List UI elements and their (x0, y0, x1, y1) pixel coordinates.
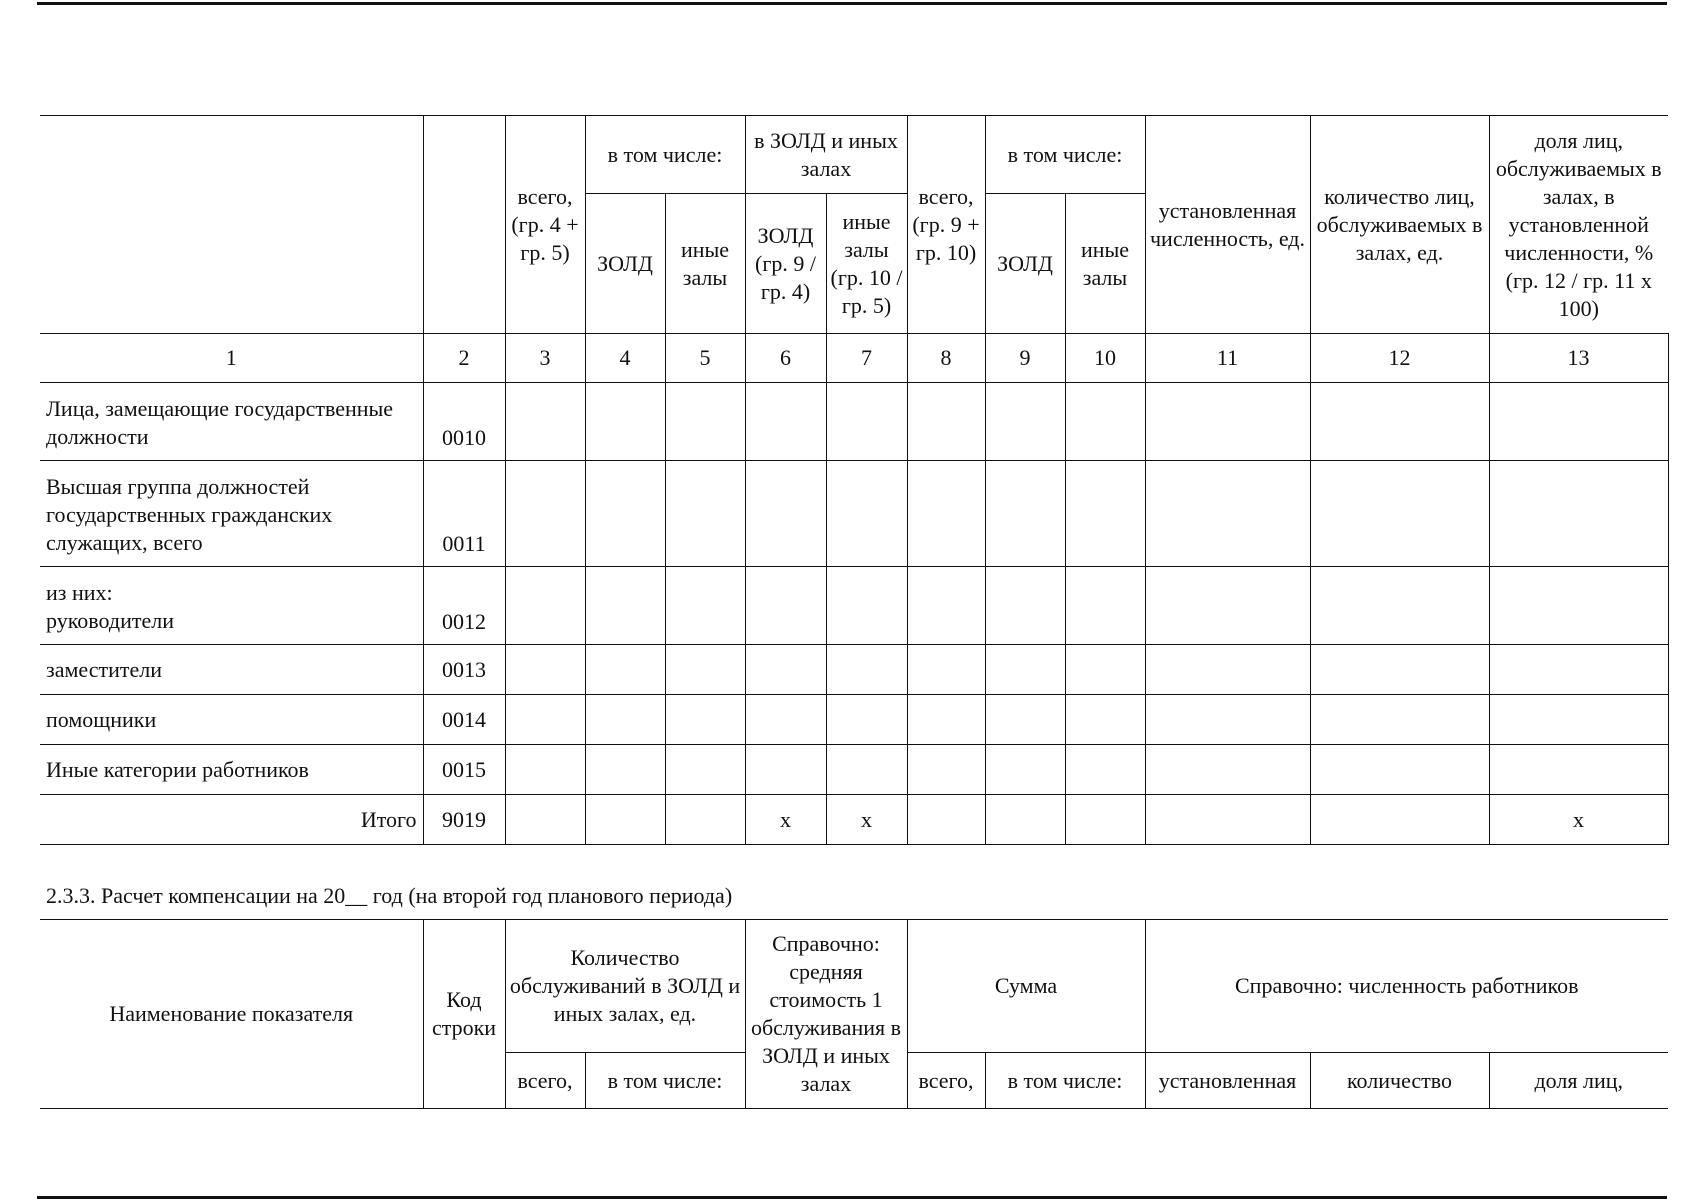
empty-cell[interactable] (1145, 695, 1310, 745)
row-name: помощники (40, 695, 423, 745)
header-inye-zaly-2: иные залы (1065, 194, 1145, 334)
header-name: Наименование показателя (40, 920, 423, 1109)
header-spravochno-chislennost: Справочно: численность работников (1145, 920, 1668, 1053)
column-number: 13 (1489, 334, 1668, 383)
header-inye-ratio: иные залы (гр. 10 / гр. 5) (826, 194, 907, 334)
empty-cell[interactable] (907, 461, 985, 567)
row-code: 0010 (423, 383, 505, 461)
row-code: 0012 (423, 567, 505, 645)
empty-cell[interactable] (1489, 461, 1668, 567)
empty-cell[interactable] (665, 645, 745, 695)
column-number: 11 (1145, 334, 1310, 383)
empty-cell[interactable] (907, 795, 985, 845)
header-ustanovlennaya: установленная (1145, 1053, 1310, 1109)
empty-cell[interactable] (745, 645, 826, 695)
empty-cell[interactable] (505, 645, 585, 695)
empty-cell[interactable] (1310, 567, 1489, 645)
page-top-rule (37, 2, 1667, 5)
empty-cell[interactable] (985, 567, 1065, 645)
header-v-tom-chisle-2: в том числе: (985, 116, 1145, 194)
empty-cell[interactable] (1145, 461, 1310, 567)
row-name: из них: руководители (40, 567, 423, 645)
empty-cell[interactable] (1065, 795, 1145, 845)
empty-cell[interactable] (907, 383, 985, 461)
empty-cell[interactable] (1489, 383, 1668, 461)
empty-cell[interactable] (1065, 567, 1145, 645)
header-ustanovlennaya: установленная численность, ед. (1145, 116, 1310, 334)
column-number: 6 (745, 334, 826, 383)
empty-cell[interactable] (1065, 383, 1145, 461)
empty-cell[interactable] (985, 383, 1065, 461)
header-summa: Сумма (907, 920, 1145, 1053)
column-number: 12 (1310, 334, 1489, 383)
column-number: 10 (1065, 334, 1145, 383)
header-zold-2: ЗОЛД (985, 194, 1065, 334)
empty-cell[interactable] (505, 461, 585, 567)
column-number: 8 (907, 334, 985, 383)
empty-cell[interactable] (1489, 745, 1668, 795)
empty-cell[interactable] (1065, 645, 1145, 695)
empty-cell[interactable] (826, 645, 907, 695)
empty-cell[interactable] (1310, 645, 1489, 695)
empty-cell[interactable] (665, 795, 745, 845)
row-code: 0015 (423, 745, 505, 795)
header-dolya: доля лиц, обслуживаемых в залах, в установленной численности, % (гр. 12 / гр. 11 x 100) (1489, 116, 1668, 334)
header-blank-name (40, 116, 423, 334)
empty-cell[interactable] (826, 745, 907, 795)
header-kolichestvo: количество лиц, обслуживаемых в залах, ед. (1310, 116, 1489, 334)
header-v-tom-chisle-1: в том числе: (585, 1053, 745, 1109)
staff-share-table (40, 115, 1669, 845)
empty-cell[interactable] (745, 695, 826, 745)
empty-cell[interactable] (745, 745, 826, 795)
empty-cell[interactable] (585, 795, 665, 845)
empty-cell[interactable] (985, 461, 1065, 567)
empty-cell[interactable] (1145, 745, 1310, 795)
empty-cell[interactable] (745, 567, 826, 645)
header-kolichestvo: количество (1310, 1053, 1489, 1109)
table-row (40, 567, 1668, 645)
empty-cell[interactable] (505, 795, 585, 845)
empty-cell[interactable] (585, 695, 665, 745)
empty-cell[interactable] (585, 383, 665, 461)
total-label: Итого (40, 795, 423, 845)
cross-mark: x (1489, 795, 1668, 845)
empty-cell[interactable] (1065, 695, 1145, 745)
empty-cell[interactable] (826, 383, 907, 461)
empty-cell[interactable] (1145, 383, 1310, 461)
empty-cell[interactable] (505, 745, 585, 795)
header-vsego-2: всего, (907, 1053, 985, 1109)
empty-cell[interactable] (1145, 567, 1310, 645)
table-row (40, 745, 1668, 795)
header-zold-1: ЗОЛД (585, 194, 665, 334)
table-row (40, 695, 1668, 745)
column-number: 7 (826, 334, 907, 383)
column-number: 1 (40, 334, 423, 383)
empty-cell[interactable] (907, 695, 985, 745)
column-number: 3 (505, 334, 585, 383)
compensation-table-header (40, 919, 1668, 1109)
header-dolya: доля лиц, (1489, 1053, 1668, 1109)
empty-cell[interactable] (505, 567, 585, 645)
empty-cell[interactable] (1310, 383, 1489, 461)
empty-cell[interactable] (826, 695, 907, 745)
empty-cell[interactable] (665, 383, 745, 461)
empty-cell[interactable] (585, 745, 665, 795)
header-zold-ratio: ЗОЛД (гр. 9 / гр. 4) (745, 194, 826, 334)
header-code: Код строки (423, 920, 505, 1109)
header-inye-zaly-1: иные залы (665, 194, 745, 334)
empty-cell[interactable] (585, 567, 665, 645)
empty-cell[interactable] (826, 567, 907, 645)
column-number: 5 (665, 334, 745, 383)
row-code: 0014 (423, 695, 505, 745)
empty-cell[interactable] (1310, 795, 1489, 845)
header-kolichestvo-obsl: Количество обслуживаний в ЗОЛД и иных залах, ед. (505, 920, 745, 1053)
header-v-zold-group: в ЗОЛД и иных залах (745, 116, 907, 194)
header-v-tom-chisle-1: в том числе: (585, 116, 745, 194)
row-code: 0013 (423, 645, 505, 695)
section-title: 2.3.3. Расчет компенсации на 20__ год (на второй год планового периода) (46, 883, 733, 908)
empty-cell[interactable] (665, 461, 745, 567)
header-blank-code (423, 116, 505, 334)
table-row (40, 383, 1668, 461)
empty-cell[interactable] (907, 745, 985, 795)
column-number: 9 (985, 334, 1065, 383)
empty-cell[interactable] (1489, 645, 1668, 695)
empty-cell[interactable] (665, 745, 745, 795)
empty-cell[interactable] (1145, 645, 1310, 695)
table-row (40, 461, 1668, 567)
column-number: 4 (585, 334, 665, 383)
empty-cell[interactable] (907, 567, 985, 645)
table-row (40, 645, 1668, 695)
cross-mark: x (745, 795, 826, 845)
empty-cell[interactable] (665, 695, 745, 745)
cross-mark: x (826, 795, 907, 845)
header-vsego-9-10: всего, (гр. 9 + гр. 10) (907, 116, 985, 334)
empty-cell[interactable] (1310, 745, 1489, 795)
empty-cell[interactable] (505, 695, 585, 745)
column-number: 2 (423, 334, 505, 383)
empty-cell[interactable] (1489, 695, 1668, 745)
empty-cell[interactable] (665, 567, 745, 645)
empty-cell[interactable] (505, 383, 585, 461)
empty-cell[interactable] (1489, 567, 1668, 645)
row-name: Иные категории работников (40, 745, 423, 795)
header-spravochno-stoimost: Справочно: средняя стоимость 1 обслуживания в ЗОЛД и иных залах (745, 920, 907, 1109)
page-bottom-rule (37, 1196, 1667, 1199)
header-v-tom-chisle-2: в том числе: (985, 1053, 1145, 1109)
empty-cell[interactable] (1065, 461, 1145, 567)
empty-cell[interactable] (985, 645, 1065, 695)
empty-cell[interactable] (1310, 461, 1489, 567)
empty-cell[interactable] (985, 795, 1065, 845)
row-name: Лица, замещающие государственные должности (40, 383, 423, 461)
empty-cell[interactable] (826, 461, 907, 567)
column-number-row (40, 334, 1668, 383)
row-code: 0011 (423, 461, 505, 567)
row-name: Высшая группа должностей государственных гражданских служащих, всего (40, 461, 423, 567)
header-vsego-1: всего, (505, 1053, 585, 1109)
empty-cell[interactable] (585, 461, 665, 567)
row-name: заместители (40, 645, 423, 695)
total-row (40, 795, 1668, 845)
empty-cell[interactable] (985, 695, 1065, 745)
header-vsego-4-5: всего, (гр. 4 + гр. 5) (505, 116, 585, 334)
empty-cell[interactable] (985, 745, 1065, 795)
empty-cell[interactable] (1065, 745, 1145, 795)
empty-cell[interactable] (745, 383, 826, 461)
empty-cell[interactable] (585, 645, 665, 695)
empty-cell[interactable] (907, 645, 985, 695)
total-code: 9019 (423, 795, 505, 845)
empty-cell[interactable] (745, 461, 826, 567)
empty-cell[interactable] (1145, 795, 1310, 845)
empty-cell[interactable] (1310, 695, 1489, 745)
